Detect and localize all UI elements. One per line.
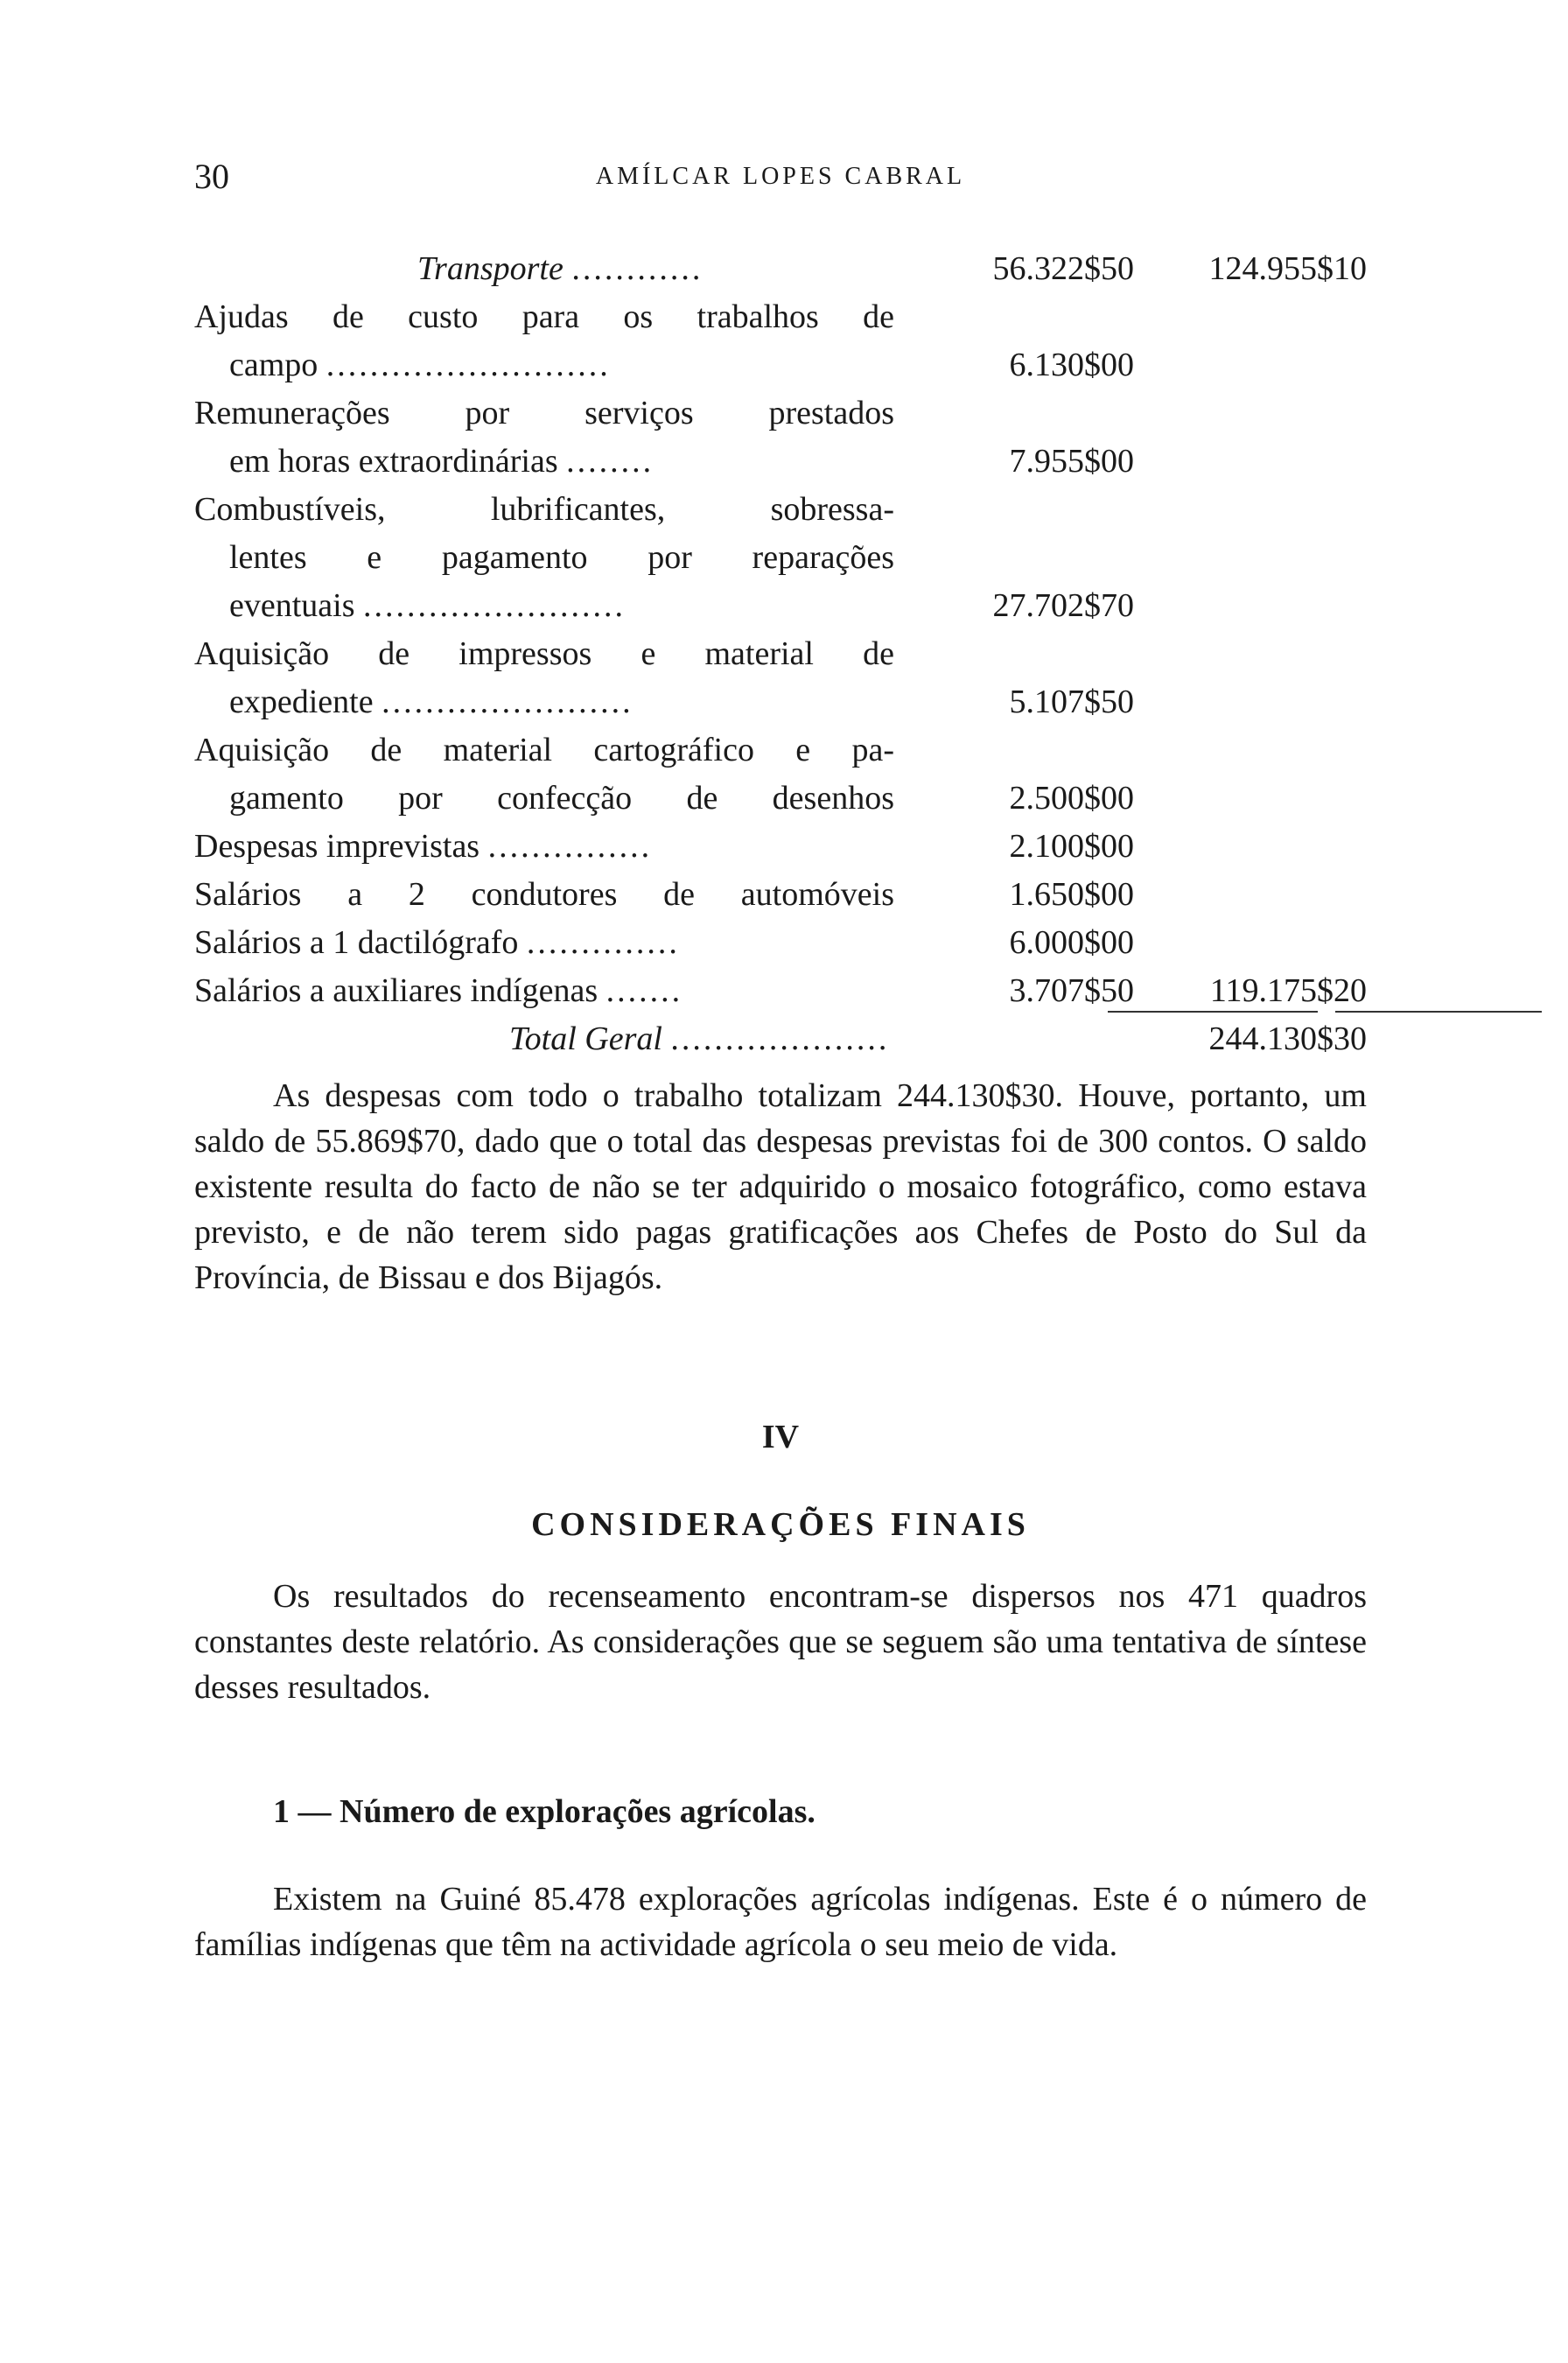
expense-amount: 5.107$50 <box>1009 684 1134 720</box>
expense-line <box>194 534 1367 582</box>
expense-line <box>194 341 1367 389</box>
page-header <box>194 156 1367 208</box>
transport-label: Transporte <box>417 250 564 287</box>
expense-line <box>194 871 1367 919</box>
expense-line <box>194 823 1367 871</box>
section-subtotal: 119.175$20 <box>1209 972 1367 1009</box>
expense-description: Ajudas de custo para os trabalhos de <box>194 298 894 335</box>
transport-amount-total: 124.955$10 <box>1208 250 1367 287</box>
expense-amount: 6.000$00 <box>1009 924 1134 961</box>
expense-description: Despesas imprevistas <box>194 828 480 865</box>
expense-line <box>194 726 1367 775</box>
paragraph-results-intro: Os resultados do recenseamento encontram-se dispersos nos 471 quadros constantes deste relatório. As considerações que se seguem são uma tentativa de síntese desses resultados. <box>194 1578 1367 1706</box>
expense-description: lentes e pagamento por reparações <box>229 539 894 576</box>
page-number: 30 <box>194 157 229 196</box>
expense-amount: 3.707$50 <box>1009 972 1134 1009</box>
expense-line <box>194 293 1367 341</box>
expense-amount: 1.650$00 <box>1009 876 1134 913</box>
subtotal-rule <box>1108 1011 1318 1013</box>
expense-line <box>194 582 1367 630</box>
transport-row <box>194 245 1367 293</box>
leader-dots: ....... <box>606 972 683 1009</box>
leader-dots: ....................... <box>382 684 634 720</box>
expense-amount: 6.130$00 <box>1009 347 1134 383</box>
expense-description: Salários a 1 dactilógrafo <box>194 924 519 961</box>
section-title: CONSIDERAÇÕES FINAIS <box>531 1506 1030 1543</box>
expense-line <box>194 967 1367 1015</box>
expense-description: eventuais <box>229 587 355 624</box>
leader-dots: ........ <box>566 443 654 480</box>
expense-line <box>194 775 1367 823</box>
section-number: IV <box>761 1419 800 1455</box>
subsection-heading: 1 — Número de explorações agrícolas. <box>273 1793 816 1830</box>
paragraph-agricultural-holdings: Existem na Guiné 85.478 explorações agrícolas indígenas. Este é o número de famílias indígenas que têm na actividade agrícola o seu meio de vida. <box>194 1881 1367 1963</box>
expense-description: Aquisição de impressos e material de <box>194 635 894 672</box>
expense-line <box>194 919 1367 967</box>
expense-description: campo <box>229 347 318 383</box>
expense-table <box>194 245 1367 1063</box>
paragraph-expenses-summary: As despesas com todo o trabalho totalizam 244.130$30. Houve, portanto, um saldo de 55.869$70, dado que o total das despesas previstas foi de 300 contos. O saldo existente resulta do facto de não se ter adquirido o mosaico fotográfico, como estava previsto, e de não terem sido pagas gratificações aos Chefes de Posto do Sul da Província, de Bissau e dos Bijagós. <box>194 1077 1367 1296</box>
expense-line <box>194 486 1367 534</box>
expense-amount: 2.100$00 <box>1009 828 1134 865</box>
expense-description: Salários a auxiliares indígenas <box>194 972 598 1009</box>
expense-description: gamento por confecção de desenhos <box>229 780 894 817</box>
transport-amount-subtotal: 56.322$50 <box>992 250 1134 287</box>
expense-amount: 27.702$70 <box>992 587 1134 624</box>
expense-description: Combustíveis, lubrificantes, sobressa- <box>194 491 894 528</box>
leader-dots: ............... <box>487 828 653 865</box>
total-rule <box>1335 1011 1542 1013</box>
expense-description: Aquisição de material cartográfico e pa- <box>194 732 894 768</box>
leader-dots: .............. <box>526 924 680 961</box>
leader-dots: .................... <box>670 1020 890 1057</box>
total-label: Total Geral <box>509 1020 662 1057</box>
leader-dots: .......................... <box>326 347 611 383</box>
expense-line <box>194 630 1367 678</box>
total-row <box>194 1015 1367 1063</box>
expense-description: expediente <box>229 684 374 720</box>
expense-description: em horas extraordinárias <box>229 443 558 480</box>
leader-dots: ............ <box>571 250 704 287</box>
expense-amount: 2.500$00 <box>1009 780 1134 817</box>
grand-total-amount: 244.130$30 <box>1208 1020 1367 1057</box>
running-head: AMÍLCAR LOPES CABRAL <box>595 163 966 190</box>
expense-description: Salários a 2 condutores de automóveis <box>194 876 894 913</box>
expense-line <box>194 438 1367 486</box>
expense-amount: 7.955$00 <box>1009 443 1134 480</box>
expense-line <box>194 389 1367 438</box>
expense-description: Remunerações por serviços prestados <box>194 395 894 431</box>
expense-line <box>194 678 1367 726</box>
leader-dots: ........................ <box>363 587 626 624</box>
